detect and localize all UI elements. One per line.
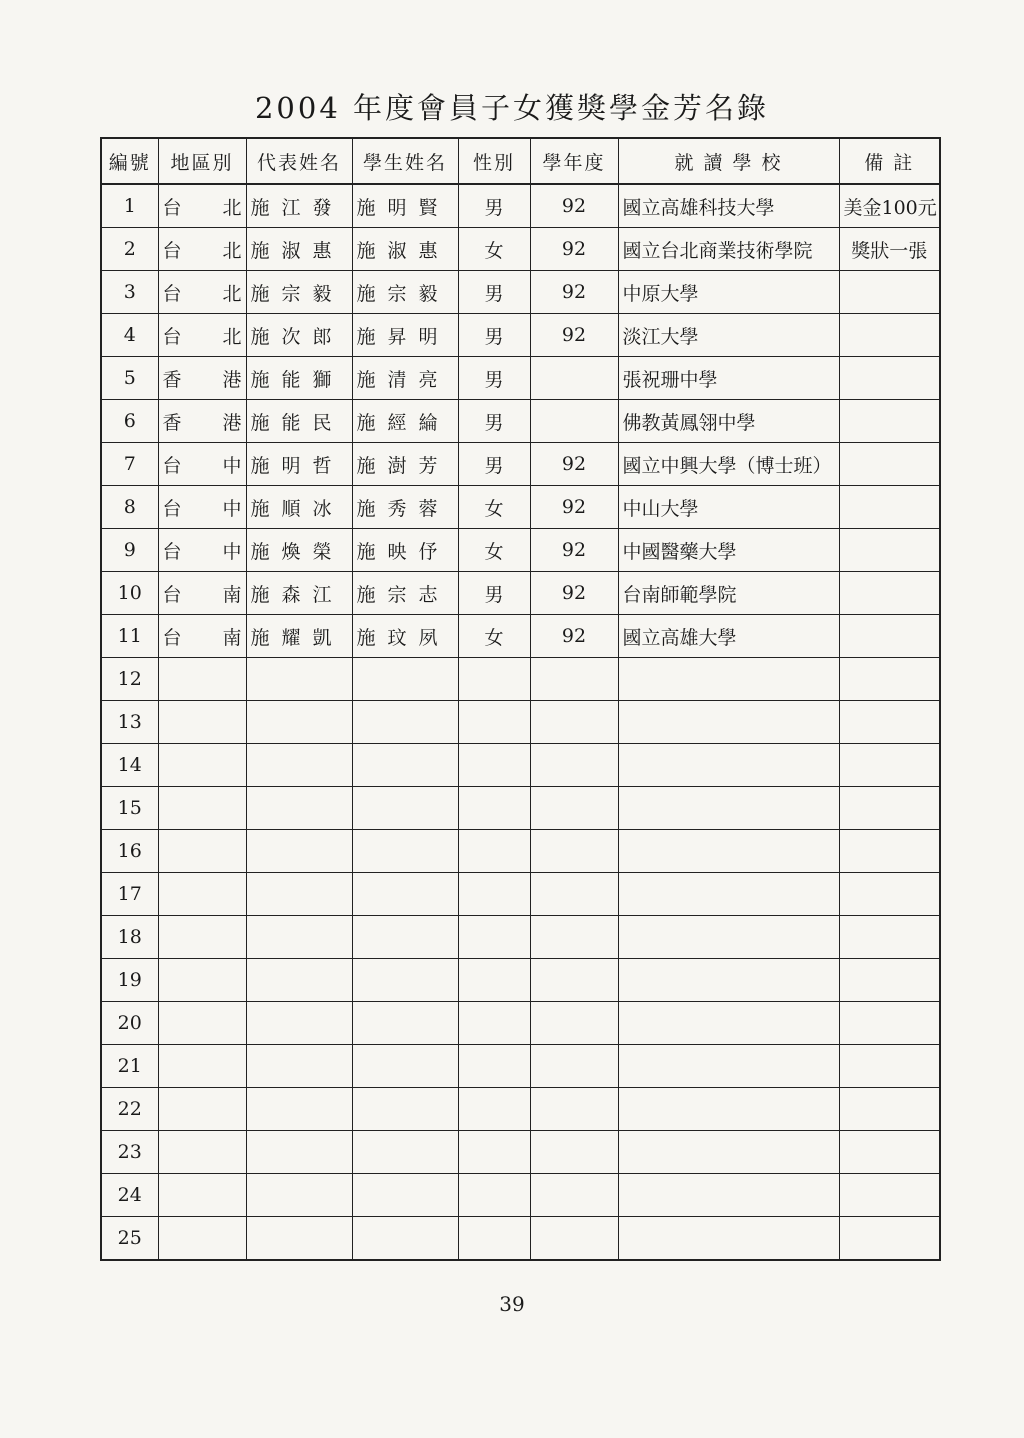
row-number: 4: [101, 314, 158, 357]
gender: [458, 1088, 530, 1131]
region-char-a: 台: [162, 626, 182, 649]
gender: 女: [458, 486, 530, 529]
table-row: [101, 1088, 940, 1131]
region-cell: [158, 1131, 246, 1174]
region-char-b: 北: [222, 325, 242, 348]
region-cell: [158, 1088, 246, 1131]
note: [839, 787, 940, 830]
row-number: 15: [101, 787, 158, 830]
region-cell: [158, 443, 246, 486]
student-name: 施經綸: [352, 400, 458, 443]
gender: 女: [458, 228, 530, 271]
school-name: 國立高雄科技大學: [618, 184, 839, 228]
table-row: [101, 486, 940, 529]
school-name: 中原大學: [618, 271, 839, 314]
student-name: [352, 959, 458, 1002]
row-number: 11: [101, 615, 158, 658]
gender: [458, 959, 530, 1002]
student-name: [352, 1045, 458, 1088]
representative-name: [246, 959, 352, 1002]
region-cell: [158, 1045, 246, 1088]
region-cell: [158, 615, 246, 658]
school-name: [618, 1002, 839, 1045]
note: [839, 916, 940, 959]
gender: [458, 916, 530, 959]
school-name: [618, 1174, 839, 1217]
region-cell: [158, 1217, 246, 1261]
representative-name: [246, 916, 352, 959]
table-row: [101, 1045, 940, 1088]
region-cell: [158, 271, 246, 314]
region-char-b: 港: [222, 411, 242, 434]
student-name: [352, 1088, 458, 1131]
student-name: 施映伃: [352, 529, 458, 572]
region-cell: [158, 572, 246, 615]
note: [839, 529, 940, 572]
academic-year: 92: [530, 184, 618, 228]
school-name: [618, 1217, 839, 1261]
representative-name: [246, 1088, 352, 1131]
region-cell: [158, 701, 246, 744]
representative-name: [246, 1045, 352, 1088]
gender: 男: [458, 184, 530, 228]
academic-year: 92: [530, 228, 618, 271]
note: [839, 1217, 940, 1261]
note: [839, 1045, 940, 1088]
academic-year: [530, 701, 618, 744]
row-number: 20: [101, 1002, 158, 1045]
representative-name: 施耀凱: [246, 615, 352, 658]
table-row: [101, 701, 940, 744]
row-number: 6: [101, 400, 158, 443]
academic-year: 92: [530, 443, 618, 486]
table-row: [101, 658, 940, 701]
gender: [458, 658, 530, 701]
row-number: 9: [101, 529, 158, 572]
region-cell: [158, 959, 246, 1002]
academic-year: [530, 1045, 618, 1088]
academic-year: [530, 916, 618, 959]
student-name: 施清亮: [352, 357, 458, 400]
header-student: 學生姓名: [352, 138, 458, 184]
row-number: 23: [101, 1131, 158, 1174]
note: [839, 658, 940, 701]
academic-year: 92: [530, 271, 618, 314]
student-name: [352, 787, 458, 830]
note: [839, 1174, 940, 1217]
school-name: [618, 1045, 839, 1088]
table-row: [101, 830, 940, 873]
table-row: [101, 443, 940, 486]
representative-name: 施次郎: [246, 314, 352, 357]
academic-year: [530, 959, 618, 1002]
representative-name: [246, 787, 352, 830]
gender: 女: [458, 529, 530, 572]
note: [839, 615, 940, 658]
academic-year: [530, 744, 618, 787]
note: [839, 959, 940, 1002]
note: [839, 701, 940, 744]
table-row: [101, 572, 940, 615]
region-char-b: 中: [222, 540, 242, 563]
region-char-b: 中: [222, 454, 242, 477]
region-char-b: 港: [222, 368, 242, 391]
school-name: [618, 658, 839, 701]
student-name: [352, 916, 458, 959]
region-char-b: 北: [222, 196, 242, 219]
representative-name: 施森江: [246, 572, 352, 615]
note: [839, 1088, 940, 1131]
region-char-a: 台: [162, 497, 182, 520]
region-cell: [158, 314, 246, 357]
table-row: [101, 400, 940, 443]
representative-name: 施能民: [246, 400, 352, 443]
note: [839, 744, 940, 787]
gender: 男: [458, 443, 530, 486]
representative-name: 施江發: [246, 184, 352, 228]
school-name: [618, 959, 839, 1002]
student-name: [352, 873, 458, 916]
representative-name: [246, 873, 352, 916]
school-name: 台南師範學院: [618, 572, 839, 615]
row-number: 8: [101, 486, 158, 529]
school-name: 國立台北商業技術學院: [618, 228, 839, 271]
student-name: [352, 1131, 458, 1174]
gender: 女: [458, 615, 530, 658]
academic-year: 92: [530, 314, 618, 357]
table-row: [101, 184, 940, 228]
student-name: 施明賢: [352, 184, 458, 228]
school-name: 佛教黃鳳翎中學: [618, 400, 839, 443]
school-name: 國立中興大學（博士班）: [618, 443, 839, 486]
region-char-a: 台: [162, 583, 182, 606]
gender: 男: [458, 314, 530, 357]
note: [839, 873, 940, 916]
academic-year: 92: [530, 572, 618, 615]
region-cell: [158, 1002, 246, 1045]
representative-name: [246, 1131, 352, 1174]
header-note: 備 註: [839, 138, 940, 184]
student-name: [352, 830, 458, 873]
table-row: [101, 357, 940, 400]
region-char-b: 北: [222, 239, 242, 262]
student-name: [352, 658, 458, 701]
student-name: 施宗志: [352, 572, 458, 615]
representative-name: 施宗毅: [246, 271, 352, 314]
academic-year: [530, 1131, 618, 1174]
row-number: 1: [101, 184, 158, 228]
region-cell: [158, 830, 246, 873]
student-name: [352, 744, 458, 787]
region-char-b: 南: [222, 626, 242, 649]
academic-year: [530, 357, 618, 400]
row-number: 14: [101, 744, 158, 787]
region-cell: [158, 873, 246, 916]
region-char-b: 中: [222, 497, 242, 520]
table-row: [101, 1217, 940, 1261]
table-row: [101, 1174, 940, 1217]
representative-name: 施順冰: [246, 486, 352, 529]
region-cell: [158, 184, 246, 228]
representative-name: [246, 1002, 352, 1045]
table-row: [101, 873, 940, 916]
row-number: 13: [101, 701, 158, 744]
gender: [458, 1174, 530, 1217]
note: [839, 443, 940, 486]
academic-year: [530, 1002, 618, 1045]
region-cell: [158, 486, 246, 529]
gender: 男: [458, 357, 530, 400]
region-char-a: 台: [162, 282, 182, 305]
school-name: 中國醫藥大學: [618, 529, 839, 572]
note: [839, 1131, 940, 1174]
academic-year: 92: [530, 615, 618, 658]
academic-year: 92: [530, 529, 618, 572]
page-title: 2004 年度會員子女獲獎學金芳名錄: [254, 91, 770, 125]
gender: 男: [458, 572, 530, 615]
row-number: 25: [101, 1217, 158, 1261]
region-cell: [158, 400, 246, 443]
note: [839, 486, 940, 529]
table-row: [101, 744, 940, 787]
school-name: [618, 1088, 839, 1131]
note: [839, 271, 940, 314]
row-number: 21: [101, 1045, 158, 1088]
region-cell: [158, 744, 246, 787]
student-name: 施宗毅: [352, 271, 458, 314]
representative-name: [246, 1217, 352, 1261]
academic-year: [530, 873, 618, 916]
region-cell: [158, 529, 246, 572]
gender: 男: [458, 271, 530, 314]
region-char-a: 台: [162, 540, 182, 563]
academic-year: [530, 1217, 618, 1261]
table-row: [101, 1002, 940, 1045]
region-cell: [158, 357, 246, 400]
header-number: 編號: [101, 138, 158, 184]
student-name: 施淑惠: [352, 228, 458, 271]
school-name: [618, 701, 839, 744]
region-char-a: 香: [162, 411, 182, 434]
gender: [458, 873, 530, 916]
representative-name: [246, 701, 352, 744]
note: [839, 357, 940, 400]
academic-year: [530, 787, 618, 830]
table-row: [101, 314, 940, 357]
region-char-a: 香: [162, 368, 182, 391]
school-name: [618, 916, 839, 959]
student-name: 施昇明: [352, 314, 458, 357]
student-name: 施澍芳: [352, 443, 458, 486]
academic-year: [530, 1174, 618, 1217]
school-name: 張祝珊中學: [618, 357, 839, 400]
row-number: 3: [101, 271, 158, 314]
gender: [458, 1002, 530, 1045]
region-char-a: 台: [162, 239, 182, 262]
region-char-a: 台: [162, 196, 182, 219]
note: [839, 400, 940, 443]
representative-name: 施能獅: [246, 357, 352, 400]
gender: [458, 787, 530, 830]
academic-year: 92: [530, 486, 618, 529]
row-number: 24: [101, 1174, 158, 1217]
note: 獎狀一張: [839, 228, 940, 271]
student-name: 施玟夙: [352, 615, 458, 658]
academic-year: [530, 400, 618, 443]
table-row: [101, 916, 940, 959]
row-number: 22: [101, 1088, 158, 1131]
note: [839, 314, 940, 357]
header-region: 地區別: [158, 138, 246, 184]
row-number: 18: [101, 916, 158, 959]
school-name: [618, 873, 839, 916]
note: [839, 572, 940, 615]
academic-year: [530, 830, 618, 873]
scholarship-table: [100, 137, 941, 1261]
header-representative: 代表姓名: [246, 138, 352, 184]
region-cell: [158, 787, 246, 830]
region-cell: [158, 658, 246, 701]
note: 美金100元: [839, 184, 940, 228]
header-school: 就 讀 學 校: [618, 138, 839, 184]
row-number: 5: [101, 357, 158, 400]
academic-year: [530, 1088, 618, 1131]
table-row: [101, 529, 940, 572]
row-number: 12: [101, 658, 158, 701]
row-number: 16: [101, 830, 158, 873]
table-row: [101, 1131, 940, 1174]
representative-name: [246, 744, 352, 787]
table-row: [101, 615, 940, 658]
student-name: [352, 1002, 458, 1045]
representative-name: 施煥榮: [246, 529, 352, 572]
school-name: [618, 744, 839, 787]
gender: [458, 830, 530, 873]
header-year: 學年度: [530, 138, 618, 184]
representative-name: [246, 830, 352, 873]
page-number: 39: [499, 1292, 525, 1316]
academic-year: [530, 658, 618, 701]
region-char-a: 台: [162, 454, 182, 477]
representative-name: [246, 658, 352, 701]
gender: [458, 744, 530, 787]
gender: [458, 701, 530, 744]
region-cell: [158, 916, 246, 959]
representative-name: 施淑惠: [246, 228, 352, 271]
row-number: 2: [101, 228, 158, 271]
region-char-b: 北: [222, 282, 242, 305]
note: [839, 830, 940, 873]
note: [839, 1002, 940, 1045]
table-header-row: [101, 138, 940, 184]
gender: [458, 1131, 530, 1174]
representative-name: [246, 1174, 352, 1217]
table-row: [101, 959, 940, 1002]
school-name: [618, 787, 839, 830]
region-char-b: 南: [222, 583, 242, 606]
row-number: 10: [101, 572, 158, 615]
student-name: [352, 1174, 458, 1217]
table-row: [101, 787, 940, 830]
row-number: 19: [101, 959, 158, 1002]
row-number: 7: [101, 443, 158, 486]
region-char-a: 台: [162, 325, 182, 348]
school-name: [618, 1131, 839, 1174]
student-name: 施秀蓉: [352, 486, 458, 529]
row-number: 17: [101, 873, 158, 916]
school-name: 淡江大學: [618, 314, 839, 357]
gender: [458, 1217, 530, 1261]
student-name: [352, 1217, 458, 1261]
table-row: [101, 271, 940, 314]
school-name: [618, 830, 839, 873]
table-row: [101, 228, 940, 271]
gender: 男: [458, 400, 530, 443]
school-name: 國立高雄大學: [618, 615, 839, 658]
gender: [458, 1045, 530, 1088]
region-cell: [158, 228, 246, 271]
student-name: [352, 701, 458, 744]
representative-name: 施明哲: [246, 443, 352, 486]
school-name: 中山大學: [618, 486, 839, 529]
header-gender: 性別: [458, 138, 530, 184]
region-cell: [158, 1174, 246, 1217]
